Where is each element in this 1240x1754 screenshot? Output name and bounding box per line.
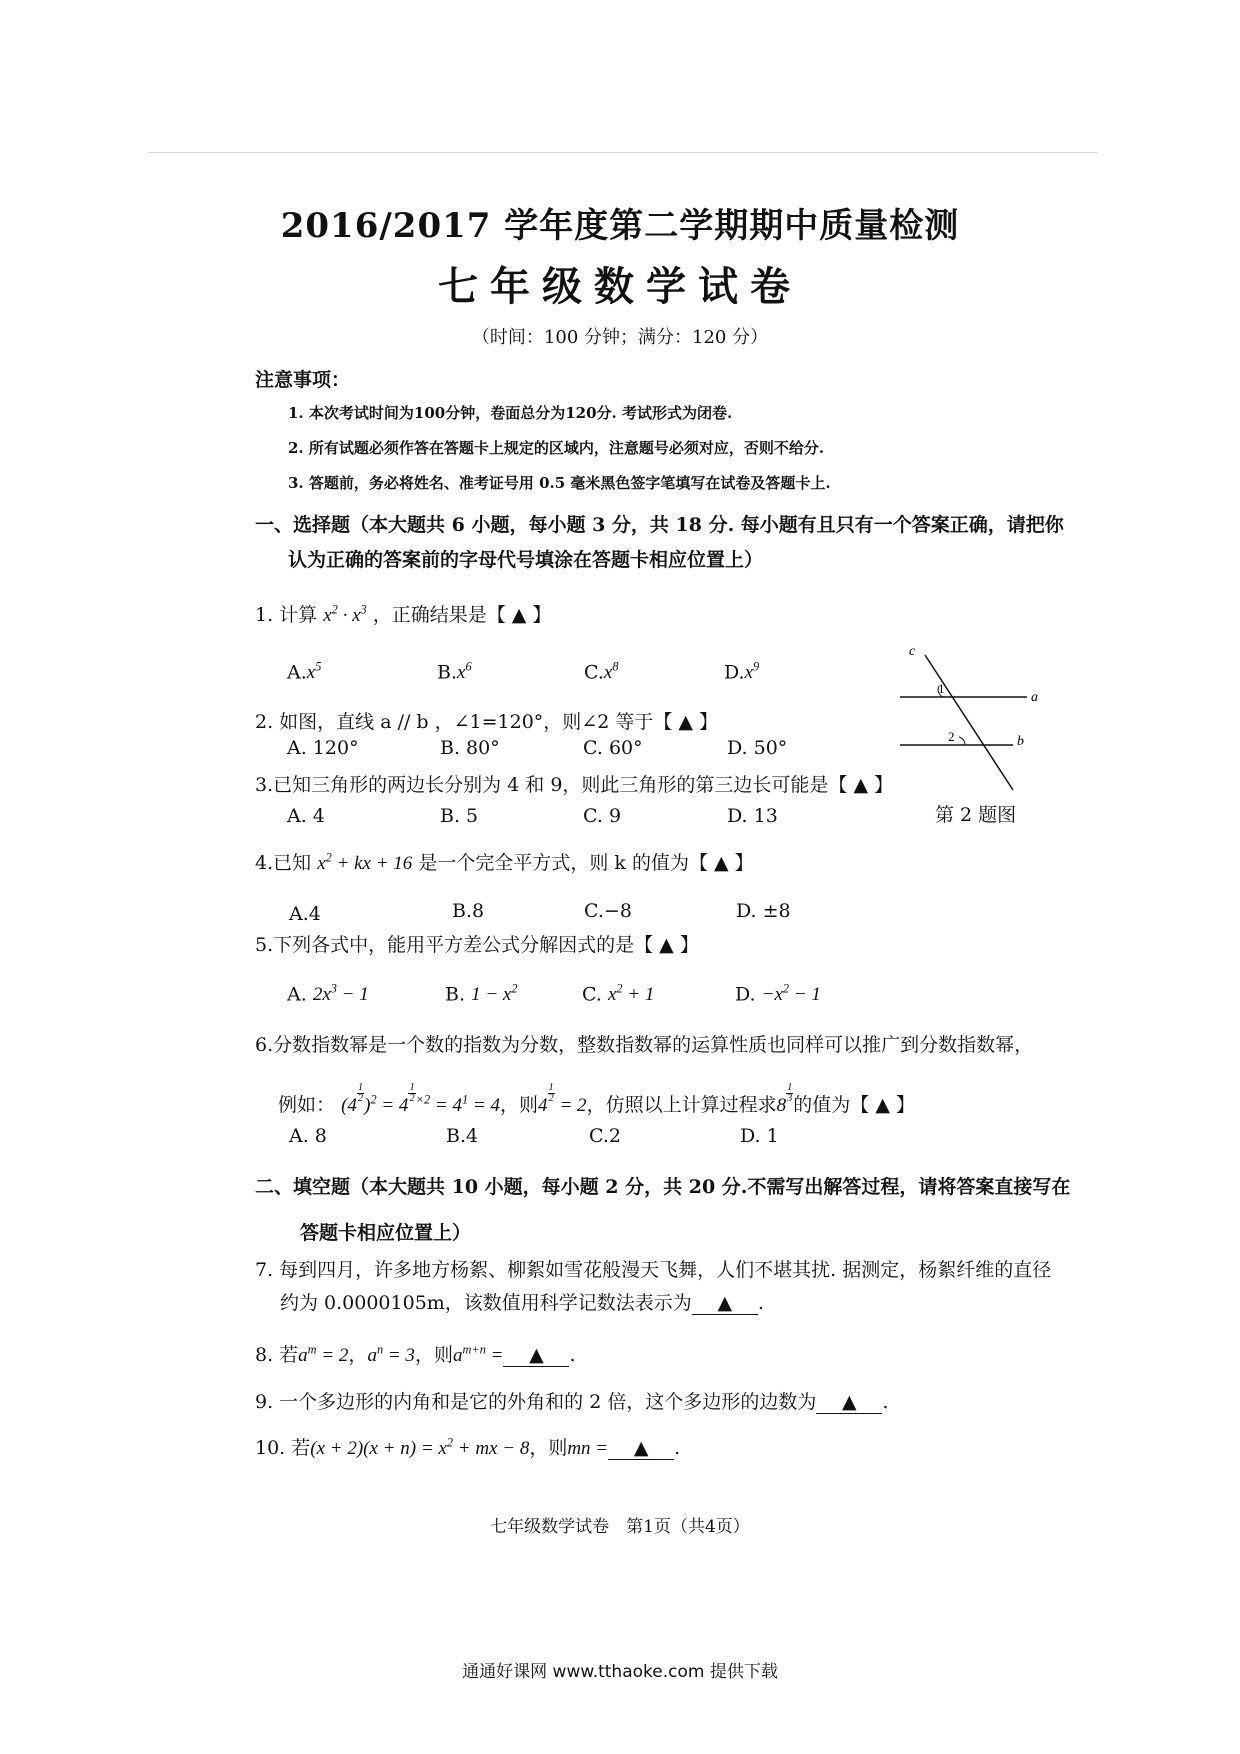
line-a-label: a — [1031, 690, 1038, 705]
q1-option-b: $B.x^6$ — [437, 660, 472, 684]
q3-option-d: D. 13 — [727, 805, 778, 827]
question-3: 3.已知三角形的两边长分别为 4 和 9，则此三角形的第三边长可能是【 ▲ 】 — [255, 774, 894, 796]
q3-option-a: A. 4 — [287, 805, 325, 827]
note-2: 2. 所有试题必须作答在答题卡上规定的区域内，注意题号必须对应，否则不给分. — [288, 439, 825, 457]
q1-suffix: ，正确结果是【 ▲ 】 — [372, 604, 552, 626]
q6-option-b: B.4 — [446, 1125, 479, 1147]
q1-prefix: 1. 计算 — [255, 604, 318, 626]
q4-option-b: B.8 — [452, 900, 485, 922]
question-2: 2. 如图，直线 a // b ，∠1=120°，则∠2 等于【 ▲ 】 — [255, 711, 719, 733]
note-1: 1. 本次考试时间为100分钟，卷面总分为120分. 考试形式为闭卷. — [288, 404, 733, 422]
q8-answer-blank: ▲ — [503, 1344, 569, 1367]
section2-line1: 二、填空题（本大题共 10 小题，每小题 2 分，共 20 分.不需写出解答过程，请将答案直接写在 — [255, 1176, 1071, 1198]
note-3: 3. 答题前，务必将姓名、准考证号用 0.5 毫米黑色签字笔填写在试卷及答题卡上. — [288, 474, 831, 492]
exam-title: 2016/2017 学年度第二学期期中质量检测 — [280, 206, 960, 246]
parallel-lines-figure — [895, 645, 1045, 795]
top-rule — [148, 152, 1098, 153]
q4-option-a: A.4 — [289, 903, 321, 925]
q4-prefix: 4.已知 — [255, 852, 312, 874]
figure-caption: 第 2 题图 — [935, 804, 1017, 826]
question-4 — [255, 848, 754, 875]
download-watermark: 通通好课网 www.tthaoke.com 提供下载 — [462, 1662, 778, 1682]
q2-option-b: B. 80° — [440, 737, 500, 759]
section1-line1: 一、选择题（本大题共 6 小题，每小题 3 分，共 18 分. 每小题有且只有一个答案正确，请把你 — [255, 514, 1064, 536]
question-9: 9. 一个多边形的内角和是它的外角和的 2 倍，这个多边形的边数为 ▲ . — [255, 1391, 889, 1413]
angle-2-label: 2 — [948, 729, 955, 744]
q5-option-a: A. $2x^3 - 1$ — [287, 982, 369, 1006]
q4-option-d: D. ±8 — [736, 900, 791, 922]
question-6-example: 例如： (4 $\frac{1}{2}$ )$^2$ = 4 $\frac{1}{2}$ $^{\times 2} = 4^1 = 4$，则4 $\frac{1}{2}$ = 2，仿照以上计算过程求8 $\frac{1}{3}$ 的值为【 ▲ 】 — [278, 1082, 915, 1116]
question-5: 5.下列各式中，能用平方差公式分解因式的是【 ▲ 】 — [255, 934, 699, 956]
question-7-line1: 7. 每到四月，许多地方杨絮、柳絮如雪花般漫天飞舞，人们不堪其扰. 据测定，杨絮纤维的直径 — [255, 1259, 1052, 1281]
q7-answer-blank: ▲ — [692, 1292, 758, 1315]
q3-option-c: C. 9 — [583, 805, 622, 827]
section2-line2: 答题卡相应位置上） — [300, 1222, 472, 1244]
q4-suffix: 是一个完全平方式，则 k 的值为【 ▲ 】 — [418, 852, 754, 874]
q2-option-d: D. 50° — [727, 737, 788, 759]
angle-1-label: 1 — [938, 681, 945, 696]
q3-option-b: B. 5 — [440, 805, 479, 827]
exam-subtitle: 七年级数学试卷 — [438, 263, 802, 310]
question-6-line1: 6.分数指数幂是一个数的指数为分数，整数指数幂的运算性质也同样可以推广到分数指数幂， — [255, 1034, 1034, 1056]
notes-heading: 注意事项： — [255, 369, 351, 391]
question-10: 10. 若$(x + 2)(x + n) = x^2$ + mx − 8，则mn = ▲ . — [255, 1435, 681, 1459]
q1-option-c: $C.x^8$ — [584, 660, 619, 684]
q9-answer-blank: ▲ — [816, 1391, 882, 1414]
q6-option-a: A. 8 — [289, 1125, 327, 1147]
q6-option-c: C.2 — [589, 1125, 621, 1147]
question-1 — [255, 600, 551, 627]
q10-answer-blank: ▲ — [608, 1437, 674, 1460]
q6-option-d: D. 1 — [740, 1125, 779, 1147]
q5-option-c: C. $x^2 + 1$ — [582, 982, 655, 1006]
exam-info: （时间：100 分钟；满分：120 分） — [471, 327, 769, 348]
page-footer: 七年级数学试卷 第1页（共4页） — [490, 1517, 750, 1537]
q1-formula: $x^2 \cdot x^3$ — [323, 602, 367, 626]
q2-option-c: C. 60° — [583, 737, 643, 759]
q1-option-d: $D.x^9$ — [724, 660, 760, 684]
line-c-label: c — [909, 645, 916, 659]
q4-option-c: C.−8 — [584, 900, 632, 922]
question-8: 8. 若$a^m = 2$，$a^n = 3$，则$a^{m+n}$ = ▲ . — [255, 1342, 576, 1366]
question-7-line2: 约为 0.0000105m，该数值用科学记数法表示为 ▲ . — [280, 1292, 764, 1314]
q1-option-a: $A.x^5$ — [287, 660, 322, 684]
q4-formula: $x^2$ + kx + 16 — [317, 850, 413, 874]
section1-line2: 认为正确的答案前的字母代号填涂在答题卡相应位置上） — [288, 549, 764, 571]
q5-option-d: D. $-x^2 - 1$ — [735, 982, 821, 1006]
q2-option-a: A. 120° — [287, 737, 359, 759]
q5-option-b: B. $1 - x^2$ — [445, 982, 518, 1006]
line-b-label: b — [1017, 734, 1024, 749]
